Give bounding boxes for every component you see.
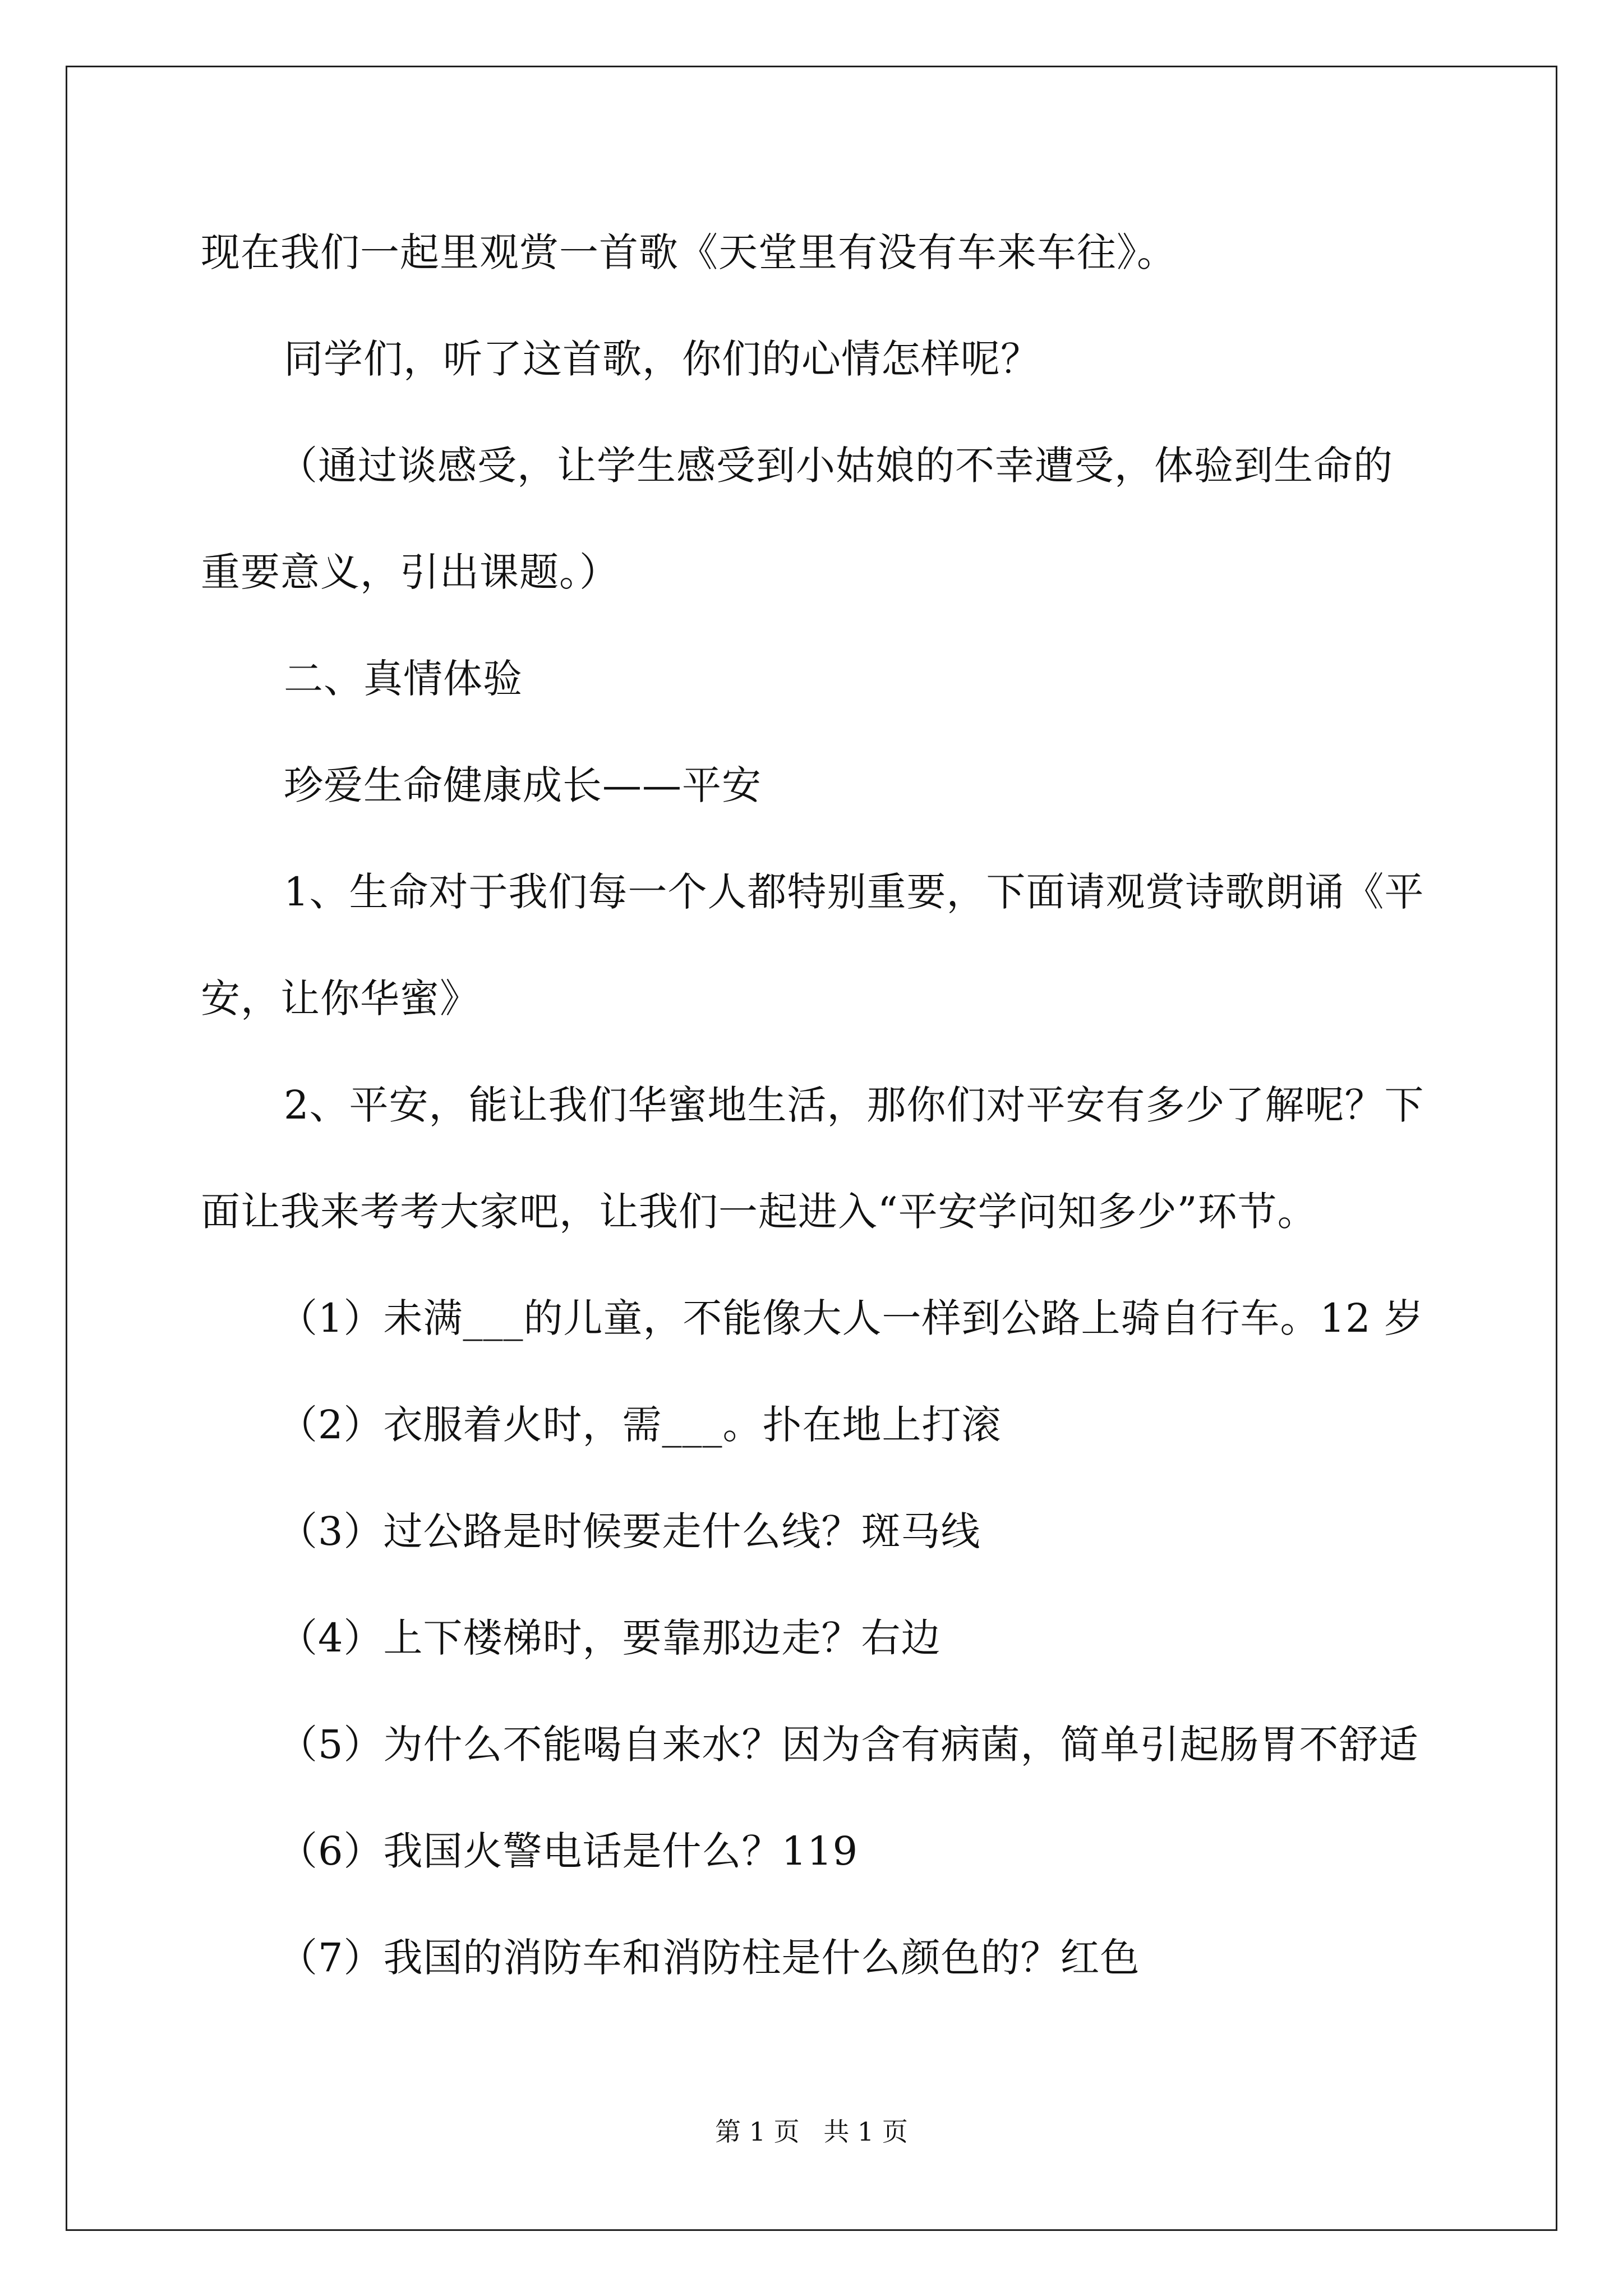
quiz-item-1: （1）未满___的儿童，不能像大人一样到公路上骑自行车。12 岁 <box>278 1295 1424 1341</box>
page-number: 第 1 页 <box>715 2116 800 2147</box>
paragraph-line-4: 重要意义，引出课题。） <box>201 549 619 595</box>
page-footer <box>0 2115 1623 2148</box>
paragraph-line-1: 现在我们一起里观赏一首歌《天堂里有没有车来车往》。 <box>201 229 1177 275</box>
page-total: 共 1 页 <box>823 2116 908 2147</box>
subheading: 珍爱生命健康成长——平安 <box>284 762 762 808</box>
quiz-item-6: （6）我国火警电话是什么？119 <box>278 1828 859 1874</box>
quiz-item-2: （2）衣服着火时，需___。扑在地上打滚 <box>278 1402 1002 1448</box>
paragraph-line-10: 面让我来考考大家吧，让我们一起进入“平安学问知多少”环节。 <box>201 1189 1317 1235</box>
paragraph-line-7: 1、生命对于我们每一个人都特别重要，下面请观赏诗歌朗诵《平 <box>284 869 1424 915</box>
paragraph-line-3: （通过谈感受，让学生感受到小姑娘的不幸遭受，体验到生命的 <box>278 443 1393 489</box>
section-heading: 二、真情体验 <box>284 656 523 702</box>
page-frame <box>66 66 1557 2231</box>
quiz-item-4: （4）上下楼梯时，要靠那边走？右边 <box>278 1615 941 1661</box>
quiz-item-3: （3）过公路是时候要走什么线？斑马线 <box>278 1508 981 1554</box>
paragraph-line-2: 同学们，听了这首歌，你们的心情怎样呢？ <box>284 336 1040 382</box>
quiz-item-7: （7）我国的消防车和消防柱是什么颜色的？红色 <box>278 1935 1140 1981</box>
paragraph-line-9: 2、平安，能让我们华蜜地生活，那你们对平安有多少了解呢？下 <box>284 1082 1424 1128</box>
paragraph-line-8: 安，让你华蜜》 <box>201 976 479 1022</box>
quiz-item-5: （5）为什么不能喝自来水？因为含有病菌，简单引起肠胃不舒适 <box>278 1722 1419 1768</box>
